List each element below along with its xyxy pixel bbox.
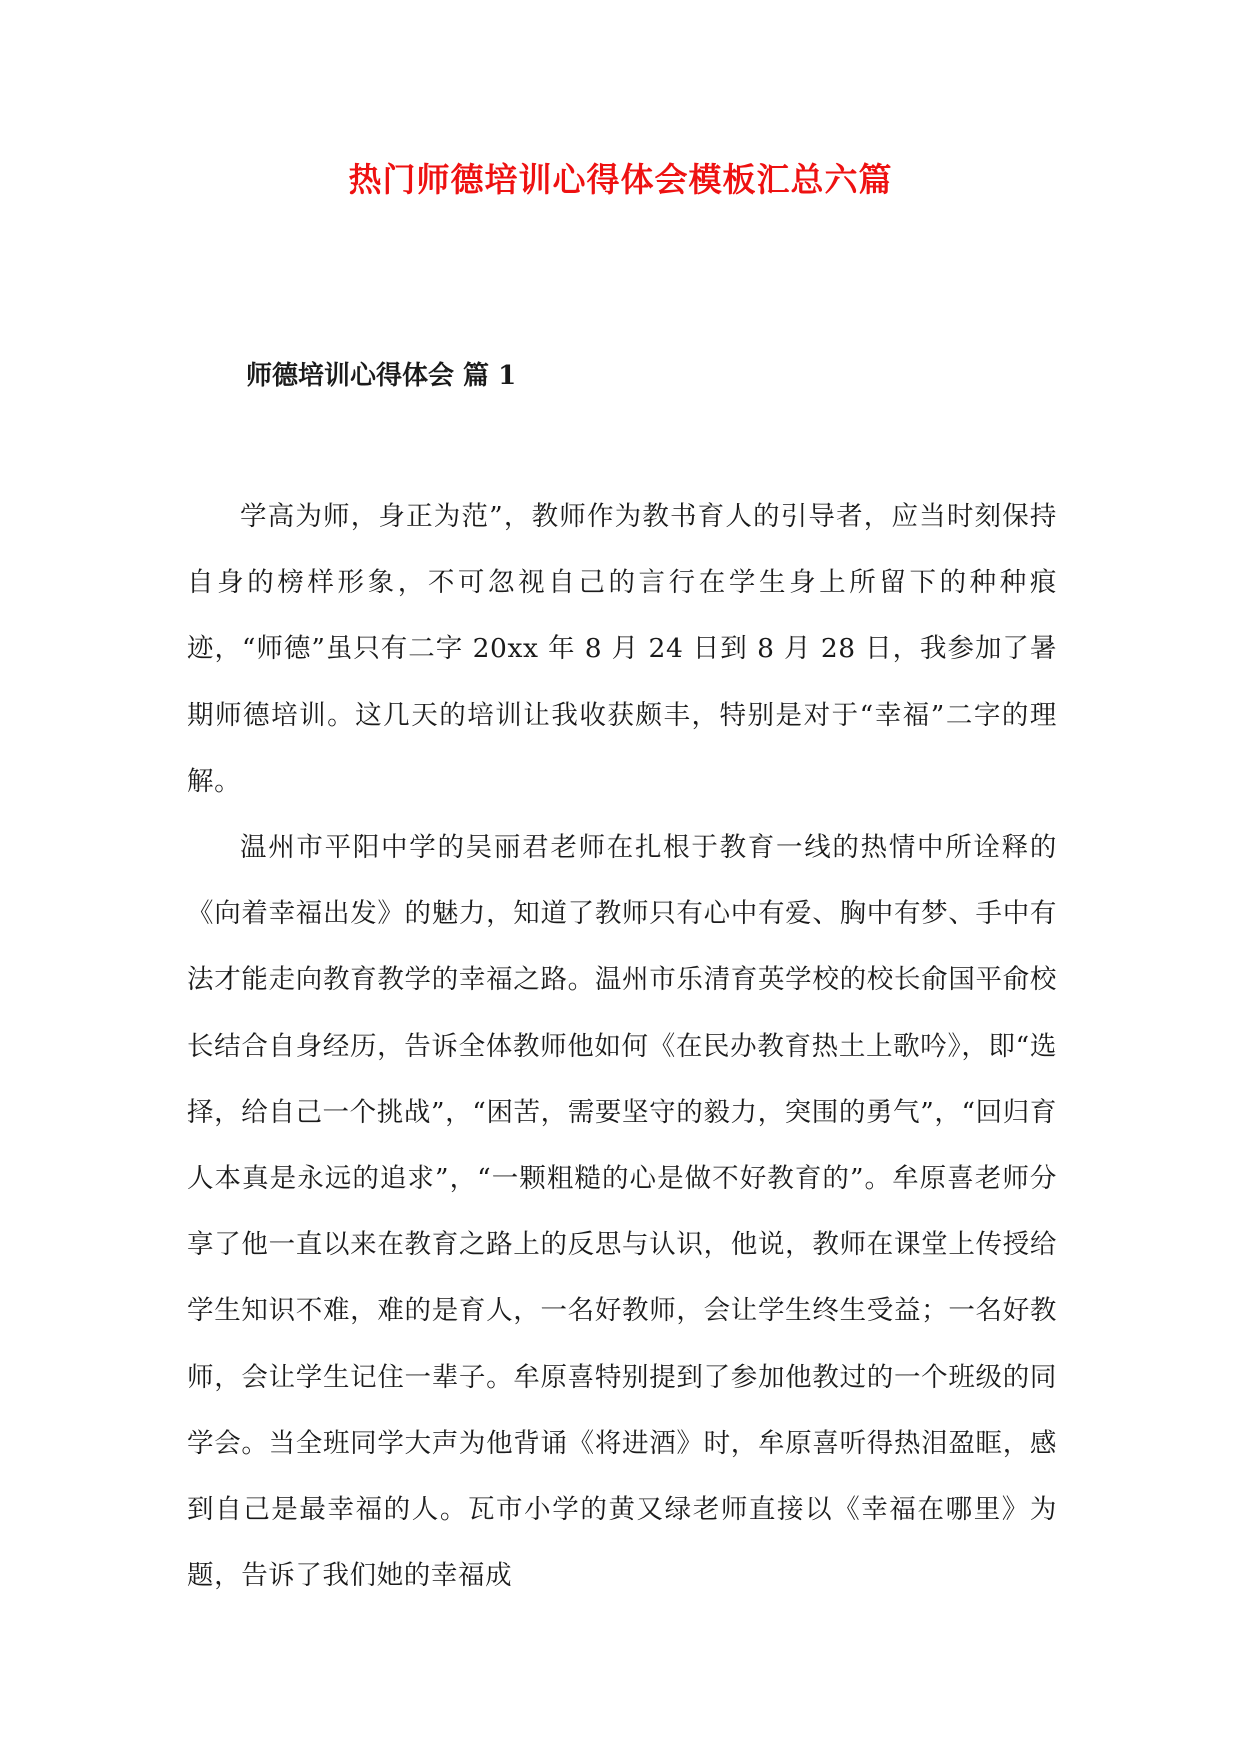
document-body	[187, 484, 1057, 1609]
section-heading: 师德培训心得体会 篇 1	[246, 361, 517, 391]
document-title: 热门师德培训心得体会模板汇总六篇	[348, 160, 893, 199]
paragraph-1: 学高为师，身正为范”，教师作为教书育人的引导者，应当时刻保持自身的榜样形象，不可忽视自己的言行在学生身上所留下的种种痕迹，“师德”虽只有二字 20xx 年 8 月 24 日到 8 月 28 日，我参加了暑期师德培训。这几天的培训让我收获颇丰，特别是对于“幸福”二字的理解。	[187, 501, 1057, 797]
paragraph-2: 温州市平阳中学的吴丽君老师在扎根于教育一线的热情中所诠释的《向着幸福出发》的魅力，知道了教师只有心中有爱、胸中有梦、手中有法才能走向教育教学的幸福之路。温州市乐清育英学校的校长俞国平俞校长结合自身经历，告诉全体教师他如何《在民办教育热土上歌吟》，即“选择，给自己一个挑战”，“困苦，需要坚守的毅力，突围的勇气”，“回归育人本真是永远的追求”，“一颗粗糙的心是做不好教育的”。牟原喜老师分享了他一直以来在教育之路上的反思与认识，他说，教师在课堂上传授给学生知识不难，难的是育人，一名好教师，会让学生终生受益；一名好教师，会让学生记住一辈子。牟原喜特别提到了参加他教过的一个班级的同学会。当全班同学大声为他背诵《将进酒》时，牟原喜听得热泪盈眶，感到自己是最幸福的人。瓦市小学的黄又绿老师直接以《幸福在哪里》为题，告诉了我们她的幸福成	[187, 832, 1057, 1592]
